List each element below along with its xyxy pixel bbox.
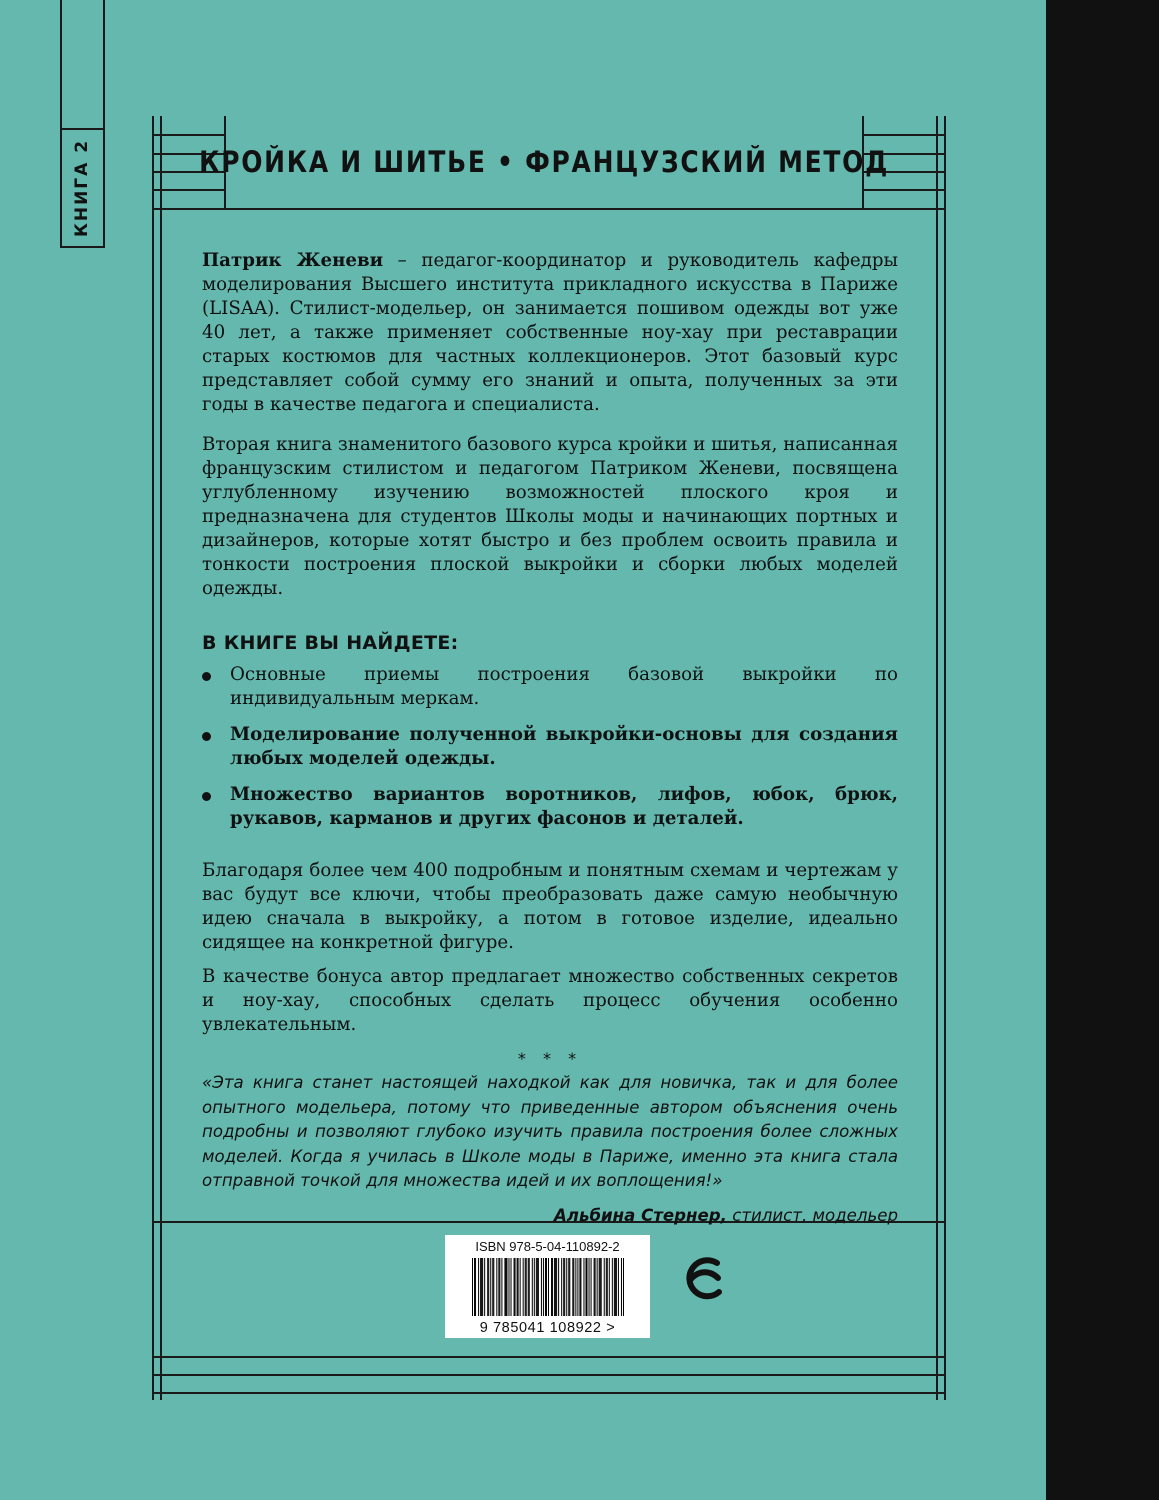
frame-right-inner [936, 116, 938, 1400]
frame-left-outer [152, 116, 154, 1400]
testimonial-role: стилист, модельер [726, 1205, 898, 1225]
barcode-bar [558, 1258, 559, 1316]
separator: * * * [517, 1049, 583, 1068]
barcode-bar [504, 1258, 505, 1316]
barcode-bar [520, 1258, 521, 1316]
barcode-bar [537, 1258, 538, 1316]
barcode-bar [543, 1258, 544, 1316]
barcode-bar [482, 1258, 483, 1316]
barcode-bar [532, 1258, 533, 1316]
barcode-bar [606, 1258, 607, 1316]
barcode-bar [609, 1258, 610, 1316]
barcode-bar [612, 1258, 613, 1316]
barcode-bar [492, 1258, 493, 1316]
barcode-bar [475, 1258, 476, 1316]
feature-text: Моделирование полученной выкройки-основы для создания любых моделей одежды. [230, 724, 898, 769]
barcode-bar [580, 1258, 581, 1316]
back-cover-text [202, 249, 898, 1228]
barcode-bar [568, 1258, 569, 1316]
eksmo-e-logo-icon [682, 1254, 726, 1304]
barcode-bar [545, 1258, 546, 1316]
bullet-icon [202, 672, 211, 681]
barcode-bar [536, 1258, 537, 1316]
barcode-bar [474, 1258, 475, 1316]
barcode-bar [488, 1258, 489, 1316]
barcode-digits: 9 785041 108922 > [479, 1320, 616, 1336]
barcode-bar [515, 1258, 516, 1316]
barcode-bar [517, 1258, 518, 1316]
barcode-bar [498, 1258, 499, 1316]
barcode-bar [523, 1258, 524, 1316]
barcode-bar [566, 1258, 567, 1316]
testimonial-signature [202, 1204, 898, 1228]
features-list [202, 663, 898, 831]
feature-text: Основные приемы построения базовой выкройки по индивидуальным меркам. [230, 664, 898, 709]
barcode-bar [518, 1258, 519, 1316]
book-description: Вторая книга знаменитого базового курса кройки и шитья, написанная французским стилистом и педагогом Патриком Женеви, посвящена углубленному изучению возможностей плоского кроя и предназначена для студентов Школы моды и начинающих портных и дизайнеров, которые хотят быстро и без проблем освоить правила и тонкости построения плоской выкройки и сборки любых моделей одежды. [202, 434, 898, 599]
barcode-bar [591, 1258, 592, 1316]
list-item [202, 663, 898, 711]
barcode-bar [575, 1258, 576, 1316]
barcode-bar [546, 1258, 547, 1316]
barcode-bar [506, 1258, 507, 1316]
barcode-bar [529, 1258, 530, 1316]
barcode-bar [600, 1258, 601, 1316]
features-heading: В КНИГЕ ВЫ НАЙДЕТЕ: [202, 632, 459, 654]
barcode-bar [487, 1258, 488, 1316]
barcode-bar [561, 1258, 562, 1316]
barcode-bar [621, 1258, 622, 1316]
barcode-bar [478, 1258, 479, 1316]
author-bio [202, 249, 898, 417]
barcode-bar [534, 1258, 535, 1316]
barcode-bar [599, 1258, 600, 1316]
barcode-bar [480, 1258, 481, 1316]
frame-left-inner [160, 116, 162, 1400]
barcode-bar [511, 1258, 512, 1316]
book-number-label: КНИГА 2 [72, 138, 92, 238]
barcode-bar [484, 1258, 485, 1316]
barcode-bar [554, 1258, 555, 1316]
barcode-bar [548, 1258, 549, 1316]
barcode-bar [601, 1258, 602, 1316]
barcode-bar [615, 1258, 616, 1316]
frame-bottom-line-2 [152, 1374, 946, 1376]
barcode-bar [556, 1258, 557, 1316]
barcode-bar [499, 1258, 500, 1316]
barcode-bar [569, 1258, 570, 1316]
summary-paragraph: Благодаря более чем 400 подробным и понятным схемам и чертежам у вас будут все ключи, чтобы преобразовать даже самую необычную идею сначала в выкройку, а потом в готовое изделие, идеально сидящее на конкретной фигуре. [202, 860, 898, 953]
frame-bottom-line-1 [152, 1356, 946, 1358]
barcode-bar [594, 1258, 595, 1316]
barcode-bar [505, 1258, 506, 1316]
barcode-bar [585, 1258, 586, 1316]
barcode-bar [616, 1258, 617, 1316]
isbn-label: ISBN 978-5-04-110892-2 [475, 1239, 620, 1254]
barcode-bar [618, 1258, 619, 1316]
barcode-bar [587, 1258, 588, 1316]
barcode-bar [604, 1258, 605, 1316]
barcode-bar [572, 1258, 573, 1316]
list-item [202, 783, 898, 831]
barcode-bar [589, 1258, 590, 1316]
barcode-bar [614, 1258, 615, 1316]
barcode-bars [472, 1258, 624, 1316]
barcode-bar [528, 1258, 529, 1316]
barcode-bar [481, 1258, 482, 1316]
bullet-icon [202, 792, 211, 801]
book-title: КРОЙКА И ШИТЬЕ • ФРАНЦУЗСКИЙ МЕТОД [199, 145, 889, 179]
frame-bottom-line-3 [152, 1392, 946, 1394]
author-name: Патрик Женеви [202, 250, 384, 271]
author-bio-text: – педагог-координатор и руководитель кафедры моделирования Высшего института прикладного искусства в Париже (LISAA). Стилист-модельер, он занимается пошивом одежды вот уже 40 лет, а также применяет собственные ноу-хау при реставрации старых костюмов для частных коллекционеров. Этот базовый курс представляет собой сумму его знаний и опыта, полученных за эти годы в качестве педагога и специалиста. [202, 250, 898, 415]
title-box [199, 116, 889, 208]
barcode-bar [541, 1258, 542, 1316]
barcode-bar [552, 1258, 553, 1316]
bonus-paragraph: В качестве бонуса автор предлагает множество собственных секретов и ноу-хау, способных сделать процесс обучения особенно увлекательным. [202, 966, 898, 1035]
barcode-bar [501, 1258, 502, 1316]
barcode-bar [551, 1258, 552, 1316]
frame-right-outer [944, 116, 946, 1400]
book-tab-divider [62, 128, 103, 130]
barcode-bar [538, 1258, 539, 1316]
barcode-bar [490, 1258, 491, 1316]
barcode-bar [514, 1258, 515, 1316]
barcode-bar [595, 1258, 596, 1316]
barcode-bar [607, 1258, 608, 1316]
barcode-bar [623, 1258, 624, 1316]
frame-content-top [152, 208, 946, 210]
barcode-bar [563, 1258, 564, 1316]
barcode-box [445, 1235, 650, 1338]
barcode-bar [496, 1258, 497, 1316]
barcode-bar [564, 1258, 565, 1316]
barcode-bar [583, 1258, 584, 1316]
spine-strip [1046, 0, 1159, 1500]
barcode-bar [493, 1258, 494, 1316]
barcode-bar [472, 1258, 473, 1316]
barcode-bar [579, 1258, 580, 1316]
barcode-bar [597, 1258, 598, 1316]
bullet-icon [202, 732, 211, 741]
feature-text: Множество вариантов воротников, лифов, юбок, брюк, рукавов, карманов и других фасонов и деталей. [230, 784, 898, 829]
barcode-bar [555, 1258, 556, 1316]
barcode-bar [525, 1258, 526, 1316]
barcode-bar [573, 1258, 574, 1316]
barcode-bar [526, 1258, 527, 1316]
testimonial-quote: «Эта книга станет настоящей находкой как для новичка, так и для более опытного модельера, потому что приведенные автором объяснения очень подробны и позволяют глубоко изучить правила построения более сложных моделей. Когда я училась в Школе моды в Париже, именно эта книга стала отправной точкой для множества идей и их воплощения!» [202, 1073, 898, 1190]
barcode-bar [508, 1258, 509, 1316]
testimonial-author: Альбина Стернер, [553, 1205, 727, 1225]
barcode-bar [577, 1258, 578, 1316]
list-item [202, 723, 898, 771]
